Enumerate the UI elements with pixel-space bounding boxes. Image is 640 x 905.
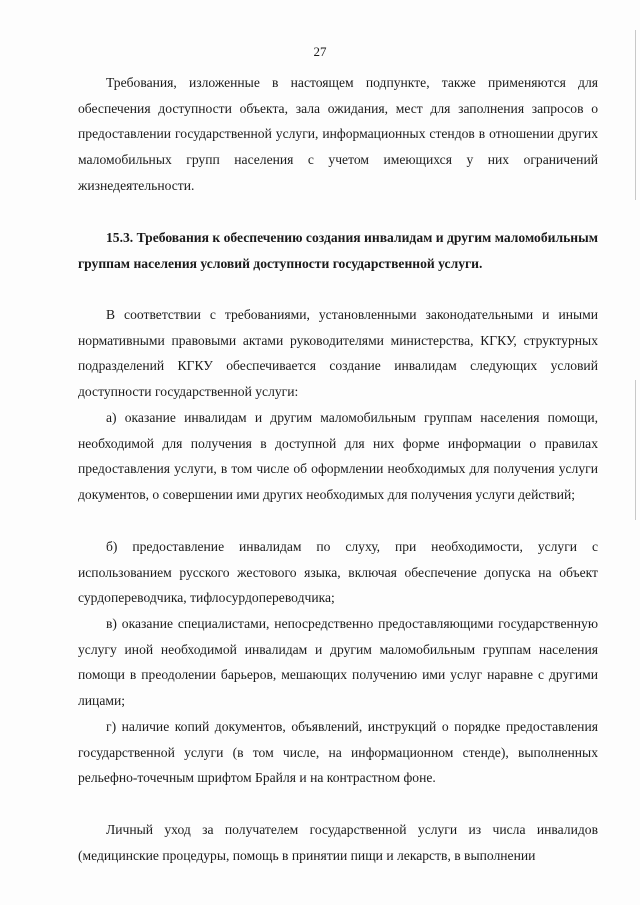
section-heading-text: 15.3. Требования к обеспечению создания инвалидам и другим маломобильным группам населения условий доступности государственной услуги.	[78, 230, 598, 271]
paragraph-accordance: В соответствии с требованиями, установленными законодательными и иными нормативными правовыми актами руководителями министерства, КГКУ, структурных подразделений КГКУ обеспечивается создание инвалидам следующих условий доступности государственной услуги:	[78, 307, 598, 400]
scan-edge-mark	[635, 380, 636, 520]
list-item-g: г) наличие копий документов, объявлений, инструкций о порядке предоставления государственной услуги (в том числе, на информационном стенде), выполненных рельефно-точечным шрифтом Брайля и на контрастном фоне.	[78, 719, 598, 786]
paragraph-personal-care: Личный уход за получателем государственной услуги из числа инвалидов (медицинские процедуры, помощь в принятии пищи и лекарств, в выполнении	[78, 822, 598, 863]
list-item-b: б) предоставление инвалидам по слуху, при необходимости, услуги с использованием русского жестового языка, включая обеспечение допуска на объект сурдопереводчика, тифлосурдопереводчика;	[78, 539, 598, 606]
section-heading-15-3	[78, 225, 598, 276]
list-item-a: а) оказание инвалидам и другим маломобильным группам населения помощи, необходимой для получения в доступной для них форме информации о правилах предоставления услуги, в том числе об оформлении необходимых для получения услуги документов, о совершении ими других необходимых для получения услуги действий;	[78, 410, 598, 503]
list-item-v: в) оказание специалистами, непосредственно предоставляющими государственную услугу иной необходимой инвалидам и другим маломобильным группам населения помощи в преодолении барьеров, мешающих получению ими услуг наравне с другими лицами;	[78, 616, 598, 709]
page-number: 27	[313, 44, 327, 59]
paragraph-requirements-applicability: Требования, изложенные в настоящем подпункте, также применяются для обеспечения доступности объекта, зала ожидания, мест для заполнения запросов о предоставлении государственной услуги, информационных стендов в отношении других маломобильных групп населения с учетом имеющихся у них ограничений жизнедеятельности.	[78, 75, 598, 193]
scan-edge-mark	[635, 30, 636, 200]
